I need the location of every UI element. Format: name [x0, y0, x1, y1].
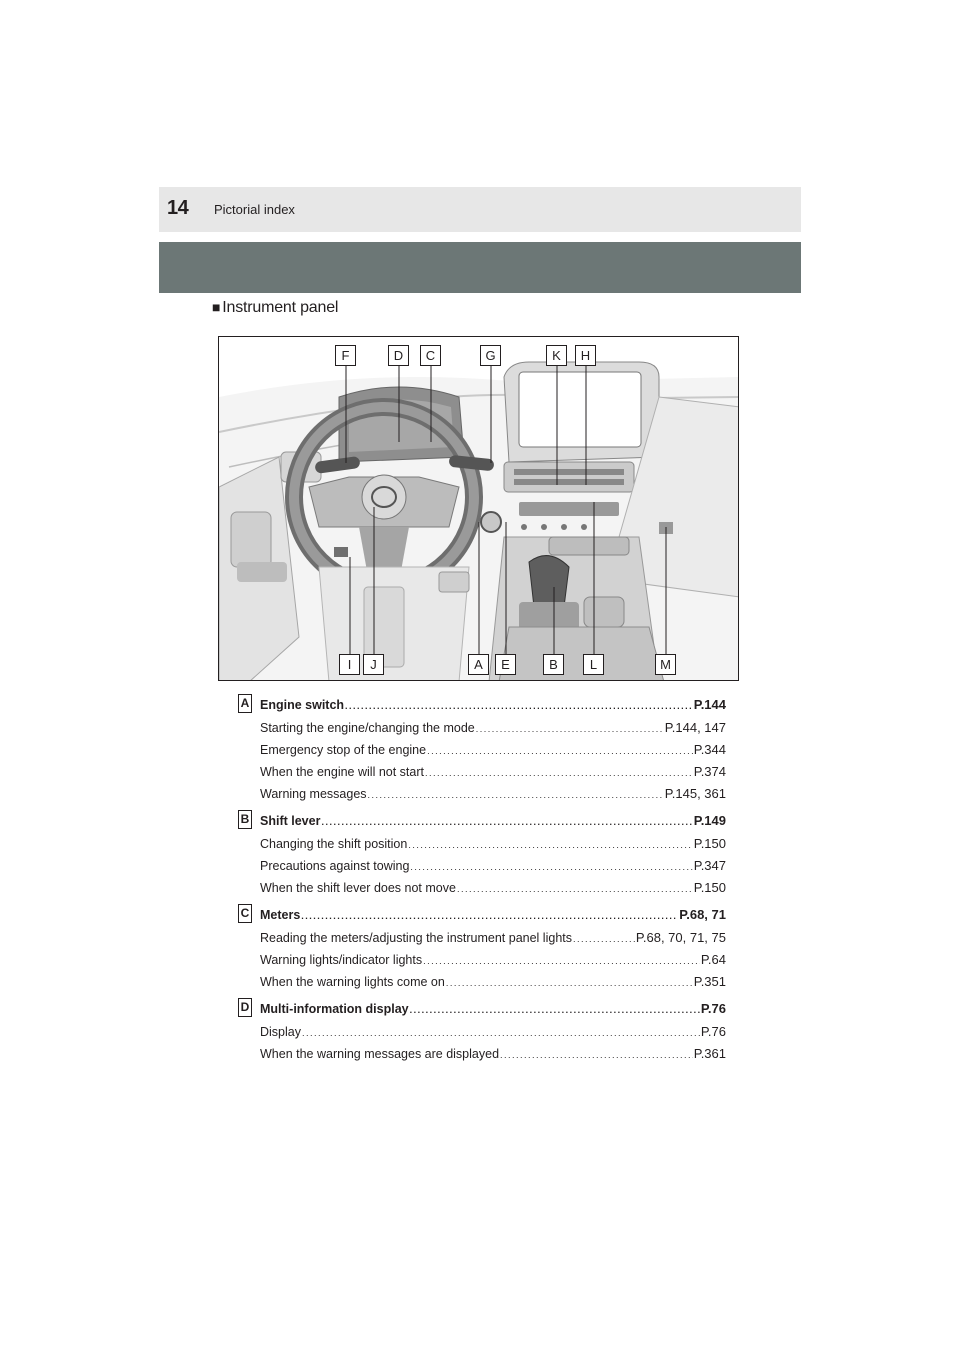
- header-title: Pictorial index: [214, 202, 295, 217]
- page-reference-link[interactable]: P.150: [693, 836, 726, 851]
- callout-b: B: [543, 654, 564, 675]
- legend-sub-line: [238, 971, 726, 993]
- section-heading-text: Instrument panel: [222, 299, 339, 316]
- legend-sub-label: When the warning lights come on: [260, 975, 445, 989]
- legend-sub-label: Starting the engine/changing the mode: [260, 721, 475, 735]
- callout-l: L: [583, 654, 604, 675]
- legend-sub-line: [238, 1043, 726, 1065]
- legend-main-line: [238, 693, 726, 717]
- callout-h: H: [575, 345, 596, 366]
- legend-main-line: [238, 903, 726, 927]
- legend-letter: A: [238, 694, 252, 713]
- page-reference-link[interactable]: P.374: [693, 764, 726, 779]
- legend-sub-line: [238, 855, 726, 877]
- legend-sub-label: Changing the shift position: [260, 837, 408, 851]
- page-number: 14: [167, 197, 189, 219]
- page-reference-link[interactable]: P.347: [693, 858, 726, 873]
- legend-sub-label: When the shift lever does not move: [260, 881, 456, 895]
- legend-main-line: [238, 997, 726, 1021]
- legend-sub-label: When the warning messages are displayed: [260, 1047, 500, 1061]
- legend-sub-label: Emergency stop of the engine: [260, 743, 427, 757]
- legend-list: [238, 693, 726, 1069]
- page-reference-link[interactable]: P.144: [693, 697, 726, 712]
- callout-d: D: [388, 345, 409, 366]
- square-bullet-icon: ■: [212, 299, 221, 315]
- legend-sub-line: [238, 739, 726, 761]
- section-band: [159, 242, 801, 293]
- legend-sub-line: [238, 833, 726, 855]
- page-reference-link[interactable]: P.150: [693, 880, 726, 895]
- legend-main-line: [238, 809, 726, 833]
- legend-item-d: [238, 997, 726, 1065]
- legend-title: Engine switch: [260, 698, 345, 712]
- page-reference-link[interactable]: P.68, 70, 71, 75: [635, 930, 726, 945]
- legend-sub-label: Warning lights/indicator lights: [260, 953, 423, 967]
- legend-sub-line: [238, 877, 726, 899]
- callout-c: C: [420, 345, 441, 366]
- legend-sub-line: [238, 949, 726, 971]
- callout-k: K: [546, 345, 567, 366]
- page-reference-link[interactable]: P.361: [693, 1046, 726, 1061]
- legend-title: Multi-information display: [260, 1002, 409, 1016]
- legend-sub-label: Warning messages: [260, 787, 367, 801]
- legend-item-a: [238, 693, 726, 805]
- page-reference-link[interactable]: P.149: [693, 813, 726, 828]
- page-reference-link[interactable]: P.76: [700, 1001, 726, 1016]
- legend-sub-label: When the engine will not start: [260, 765, 424, 779]
- legend-title: Shift lever: [260, 814, 321, 828]
- legend-letter: C: [238, 904, 252, 923]
- page-reference-link[interactable]: P.68, 71: [679, 907, 726, 922]
- legend-sub-label: Display: [260, 1025, 301, 1039]
- legend-item-c: [238, 903, 726, 993]
- page-header: [159, 187, 801, 232]
- legend-letter: D: [238, 998, 252, 1017]
- legend-sub-line: [238, 927, 726, 949]
- page-reference-link[interactable]: P.64: [700, 952, 726, 967]
- callout-f: F: [335, 345, 356, 366]
- legend-letter: B: [238, 810, 252, 829]
- legend-sub-label: Precautions against towing: [260, 859, 410, 873]
- legend-sub-line: [238, 783, 726, 805]
- page-reference-link[interactable]: P.144, 147: [664, 720, 726, 735]
- callout-j: J: [363, 654, 384, 675]
- callout-a: A: [468, 654, 489, 675]
- legend-title: Meters: [260, 908, 301, 922]
- page-reference-link[interactable]: P.76: [700, 1024, 726, 1039]
- callout-g: G: [480, 345, 501, 366]
- legend-sub-line: [238, 717, 726, 739]
- page-reference-link[interactable]: P.344: [693, 742, 726, 757]
- page-reference-link[interactable]: P.145, 361: [664, 786, 726, 801]
- section-heading: [212, 299, 338, 317]
- callout-e: E: [495, 654, 516, 675]
- callout-m: M: [655, 654, 676, 675]
- legend-sub-label: Reading the meters/adjusting the instrument panel lights: [260, 931, 572, 945]
- legend-item-b: [238, 809, 726, 899]
- callout-i: I: [339, 654, 360, 675]
- legend-sub-line: [238, 761, 726, 783]
- page-reference-link[interactable]: P.351: [693, 974, 726, 989]
- legend-sub-line: [238, 1021, 726, 1043]
- instrument-panel-illustration: [218, 336, 739, 681]
- dashboard-drawing: [219, 337, 739, 681]
